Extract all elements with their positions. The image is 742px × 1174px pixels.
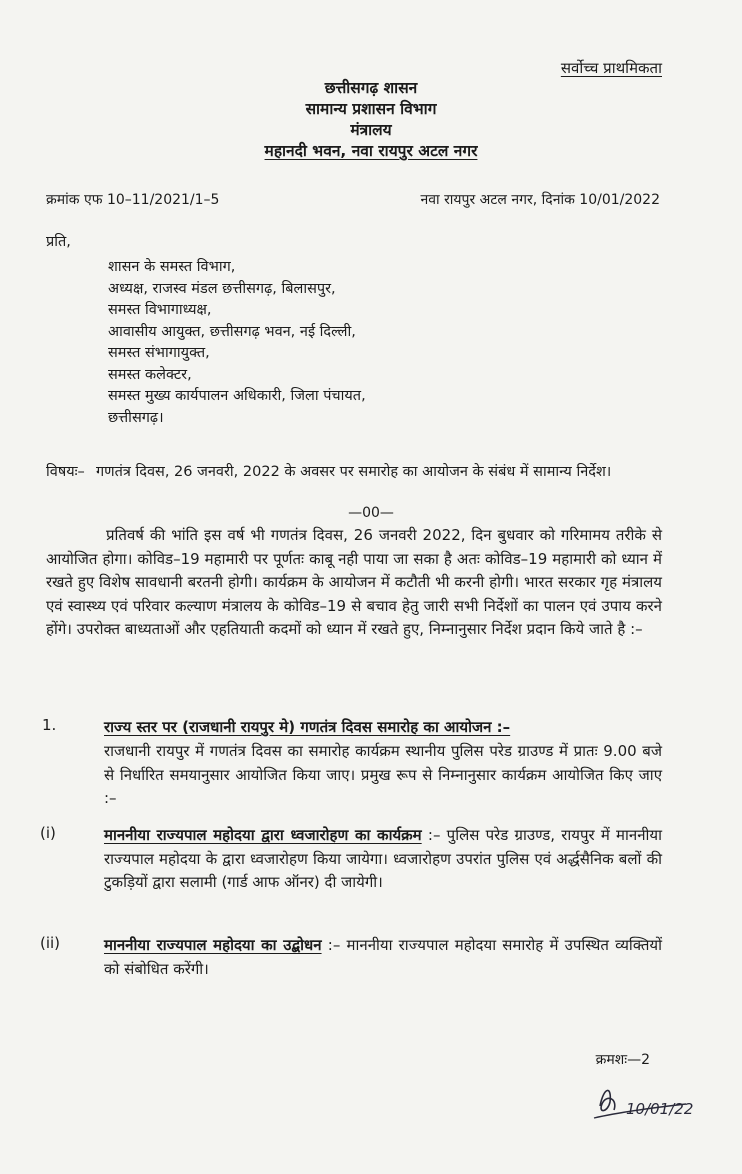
subject-text: गणतंत्र दिवस, 26 जनवरी, 2022 के अवसर पर समारोह का आयोजन के संबंध में सामान्य निर्देश। — [96, 464, 612, 480]
recipient-item: शासन के समस्त विभाग, — [108, 259, 236, 275]
section1-heading: राज्य स्तर पर (राजधानी रायपुर मे) गणतंत्र दिवस समारोह का आयोजन :– — [104, 718, 511, 736]
item-i-body: :– पुलिस परेड ग्राउण्ड, रायपुर में माननीया राज्यपाल महोदया के द्वारा ध्वजारोहण किया जायेगा। ध्वजारोहण उपरांत पुलिस एवं अर्द्धसैनिक बलों की टुकड़ियों द्वारा सलामी (गार्ड आफ ऑनर) दी जायेगी। — [104, 826, 662, 891]
subject-label: विषयः– — [46, 464, 85, 480]
item-ii-number: (ii) — [40, 934, 61, 952]
recipient-item: आवासीय आयुक्त, छत्तीसगढ़ भवन, नई दिल्ली, — [108, 323, 356, 340]
letterhead-government: छत्तीसगढ़ शासन — [324, 79, 418, 97]
item-i-number: (i) — [40, 824, 56, 842]
letterhead-ministry: मंत्रालय — [350, 121, 392, 139]
recipient-item: समस्त विभागाध्यक्ष, — [108, 302, 212, 318]
section1-heading-row — [104, 716, 662, 740]
recipient-item: समस्त संभागायुक्त, — [108, 345, 210, 361]
letterhead-address: महानदी भवन, नवा रायपुर अटल नगर — [264, 142, 478, 160]
intro-paragraph: प्रतिवर्ष की भांति इस वर्ष भी गणतंत्र दिवस, 26 जनवरी 2022, दिन बुधवार को गरिमामय तरीके से आयोजित होगा। कोविड–19 महामारी पर पूर्णतः काबू नही पाया जा सका है अतः कोविड–19 महामारी को ध्यान में रखते हुए विशेष सावधानी बरतनी होगी। कार्यक्रम के आयोजन में कटौती भी करनी होगी। भारत सरकार गृह मंत्रालय एवं स्वास्थ्य एवं परिवार कल्याण मंत्रालय के कोविड–19 से बचाव हेतु जारी सभी निर्देशों का पालन एवं उपाय करने होंगे। उपरोक्त बाध्यताओं और एहतियाती कदमों को ध्यान में रखते हुए, निम्नानुसार निर्देश प्रदान किये जाते है :– — [46, 526, 662, 638]
item-ii-heading: माननीया राज्यपाल महोदया का उद्बोधन — [104, 936, 322, 954]
place-date: नवा रायपुर अटल नगर, दिनांक 10/01/2022 — [420, 192, 660, 208]
recipient-item: समस्त कलेक्टर, — [108, 366, 192, 383]
recipient-item: छत्तीसगढ़। — [108, 409, 164, 426]
recipient-list — [108, 257, 366, 429]
signature-date: 10/01/22 — [626, 1100, 694, 1118]
priority-label: सर्वोच्च प्राथमिकता — [560, 59, 662, 77]
item-i-paragraph — [104, 824, 662, 895]
item-ii-body: :– माननीया राज्यपाल महोदया समारोह में उपस्थित व्यक्तियों को संबोधित करेंगी। — [104, 936, 662, 978]
section1-body: राजधानी रायपुर में गणतंत्र दिवस का समारोह कार्यक्रम स्थानीय पुलिस परेड ग्राउण्ड में प्रातः 9.00 बजे से निर्धारित समयानुसार आयोजित किया जाए। प्रमुख रूप से निम्नानुसार कार्यक्रम आयोजित किए जाए :– — [104, 742, 662, 807]
letterhead — [0, 78, 742, 162]
handwritten-signature — [590, 1078, 700, 1128]
to-label: प्रति, — [46, 234, 71, 250]
divider: —00— — [348, 505, 394, 521]
recipient-item: समस्त मुख्य कार्यपालन अधिकारी, जिला पंचायत, — [108, 388, 366, 404]
item-ii-paragraph — [104, 934, 662, 981]
continued-marker: क्रमशः—2 — [595, 1052, 650, 1068]
item-i-heading: माननीया राज्यपाल महोदया द्वारा ध्वजारोहण का कार्यक्रम — [104, 826, 422, 844]
reference-number: क्रमांक एफ 10–11/2021/1–5 — [46, 192, 220, 208]
letterhead-department: सामान्य प्रशासन विभाग — [305, 100, 437, 118]
recipient-item: अध्यक्ष, राजस्व मंडल छत्तीसगढ़, बिलासपुर, — [108, 280, 336, 297]
section1-number: 1. — [42, 716, 57, 734]
